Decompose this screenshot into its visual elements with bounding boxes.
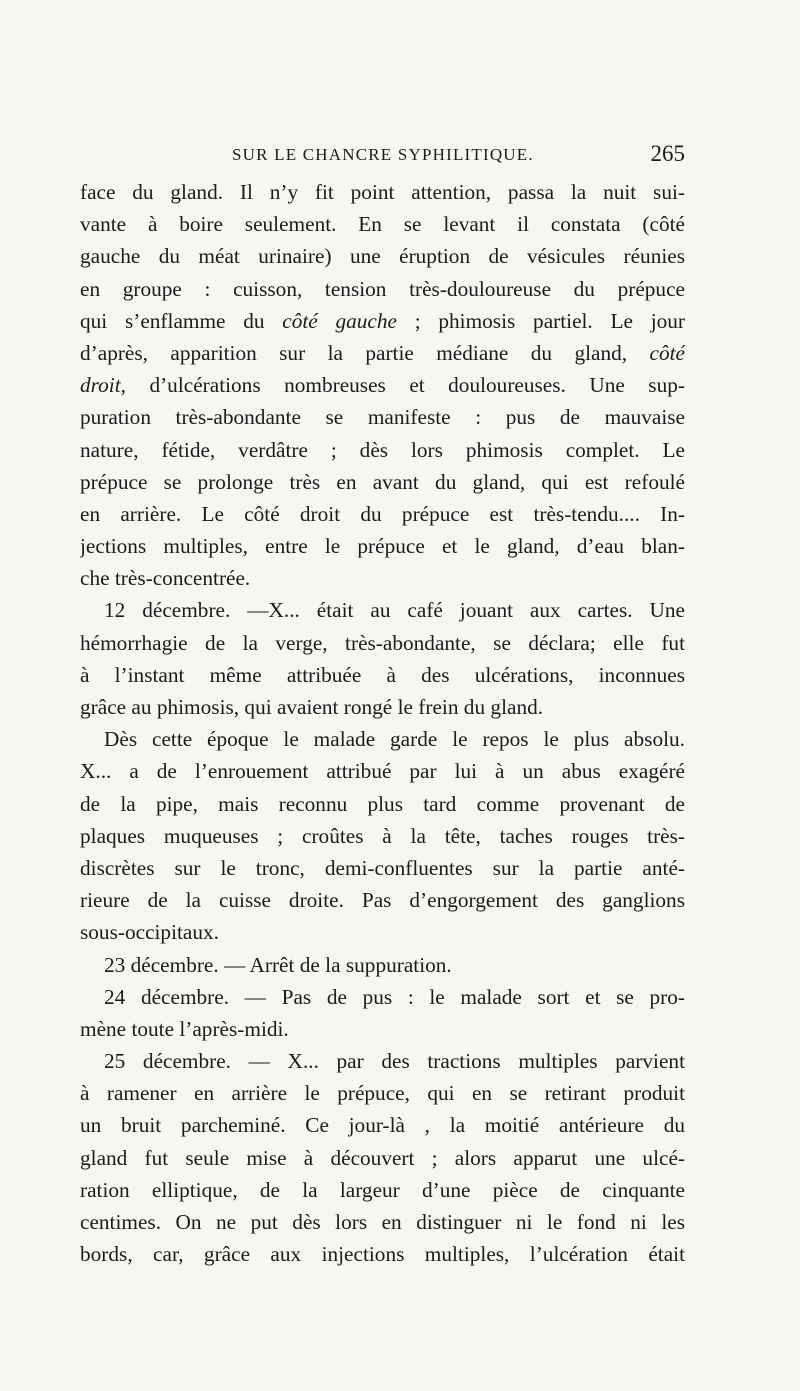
text-line xyxy=(80,176,685,208)
text-line xyxy=(80,434,685,466)
line-text: en arrière. Le côté droit du prépuce est très-tendu.... In- xyxy=(80,501,685,526)
text-line xyxy=(80,884,685,916)
emphasized-text: côté gauche xyxy=(282,308,397,333)
line-text: 25 décembre. — X... par des tractions multiples parvient xyxy=(104,1049,685,1074)
text-line xyxy=(80,949,685,981)
text-line xyxy=(80,305,685,337)
line-text: centimes. On ne put dès lors en distinguer ni le fond ni les xyxy=(80,1210,685,1234)
line-text: prépuce se prolonge très en avant du gland, qui est refoulé xyxy=(80,469,685,494)
line-text: plaques muqueuses ; croûtes à la tête, taches rouges très- xyxy=(80,823,685,848)
running-header xyxy=(80,141,685,171)
line-text: jections multiples, entre le prépuce et le gland, d’eau blan- xyxy=(80,534,685,559)
text-line xyxy=(80,466,685,498)
text-line xyxy=(80,1238,685,1270)
line-text: sous-occipitaux. xyxy=(80,920,219,945)
emphasized-text: côté xyxy=(649,340,685,365)
text-line xyxy=(80,1174,685,1206)
text-line xyxy=(80,659,685,691)
text-line xyxy=(80,627,685,659)
running-title: SUR LE CHANCRE SYPHILITIQUE. xyxy=(232,145,534,164)
line-text: X... a de l’enrouement attribué par lui à un abus exagéré xyxy=(80,759,685,784)
line-text: gauche du méat urinaire) une éruption de vésicules réunies xyxy=(80,244,685,269)
text-line xyxy=(80,820,685,852)
text-line xyxy=(80,852,685,884)
line-text: vante à boire seulement. En se levant il constata (côté xyxy=(80,212,685,237)
line-text: Dès cette époque le malade garde le repos le plus absolu. xyxy=(104,727,685,752)
line-text: 24 décembre. — Pas de pus : le malade sort et se pro- xyxy=(104,984,685,1009)
line-text: à ramener en arrière le prépuce, qui en se retirant produit xyxy=(80,1081,685,1106)
text-line xyxy=(80,1045,685,1077)
text-line xyxy=(80,208,685,240)
text-line xyxy=(80,240,685,272)
line-text: qui s’enflamme du xyxy=(80,308,283,333)
line-text: à l’instant même attribuée à des ulcérations, inconnues xyxy=(80,662,685,687)
text-line xyxy=(80,1109,685,1141)
emphasized-text: droit xyxy=(80,373,121,398)
line-text: ; phimosis partiel. Le jour xyxy=(396,308,685,333)
text-line xyxy=(80,723,685,755)
text-line xyxy=(80,273,685,305)
line-text: face du gland. Il n’y fit point attention, passa la nuit sui- xyxy=(80,180,685,204)
text-line xyxy=(80,530,685,562)
line-text: 12 décembre. —X... était au café jouant aux cartes. Une xyxy=(104,598,685,623)
text-line xyxy=(80,1142,685,1174)
line-text: mène toute l’après-midi. xyxy=(80,1016,289,1041)
line-text: grâce au phimosis, qui avaient rongé le frein du gland. xyxy=(80,695,544,719)
text-line xyxy=(80,981,685,1013)
line-text: gland fut seule mise à découvert ; alors apparut une ulcé- xyxy=(80,1145,685,1170)
line-text: de la pipe, mais reconnu plus tard comme provenant de xyxy=(80,791,685,816)
text-line xyxy=(80,498,685,530)
text-line xyxy=(80,1077,685,1109)
line-text: hémorrhagie de la verge, très-abondante, se déclara; elle fut xyxy=(80,630,685,655)
text-line xyxy=(80,401,685,433)
page-number: 265 xyxy=(650,141,685,166)
line-text: un bruit parcheminé. Ce jour-là , la moitié antérieure du xyxy=(80,1113,685,1138)
line-text: bords, car, grâce aux injections multiples, l’ulcération était xyxy=(80,1242,685,1267)
body-text xyxy=(80,176,685,1270)
text-line xyxy=(80,337,685,369)
line-text: ration elliptique, de la largeur d’une pièce de cinquante xyxy=(80,1177,685,1202)
line-text: nature, fétide, verdâtre ; dès lors phimosis complet. Le xyxy=(80,437,685,462)
line-text: , d’ulcérations nombreuses et douloureuses. Une sup- xyxy=(120,373,685,398)
line-text: en groupe : cuisson, tension très-douloureuse du prépuce xyxy=(80,276,685,301)
text-line xyxy=(80,916,685,948)
line-text: discrètes sur le tronc, demi-confluentes sur la partie anté- xyxy=(80,855,685,880)
line-text: d’après, apparition sur la partie médiane du gland, xyxy=(80,340,650,365)
line-text: che très-concentrée. xyxy=(80,566,251,591)
line-text: puration très-abondante se manifeste : pus de mauvaise xyxy=(80,405,685,430)
line-text: 23 décembre. — Arrêt de la suppuration. xyxy=(104,952,452,977)
text-line xyxy=(80,788,685,820)
line-text: rieure de la cuisse droite. Pas d’engorgement des ganglions xyxy=(80,888,685,913)
text-line xyxy=(80,755,685,787)
text-line xyxy=(80,1013,685,1045)
text-line xyxy=(80,1206,685,1238)
text-line xyxy=(80,691,685,723)
text-line xyxy=(80,369,685,401)
text-line xyxy=(80,594,685,626)
text-line xyxy=(80,562,685,594)
